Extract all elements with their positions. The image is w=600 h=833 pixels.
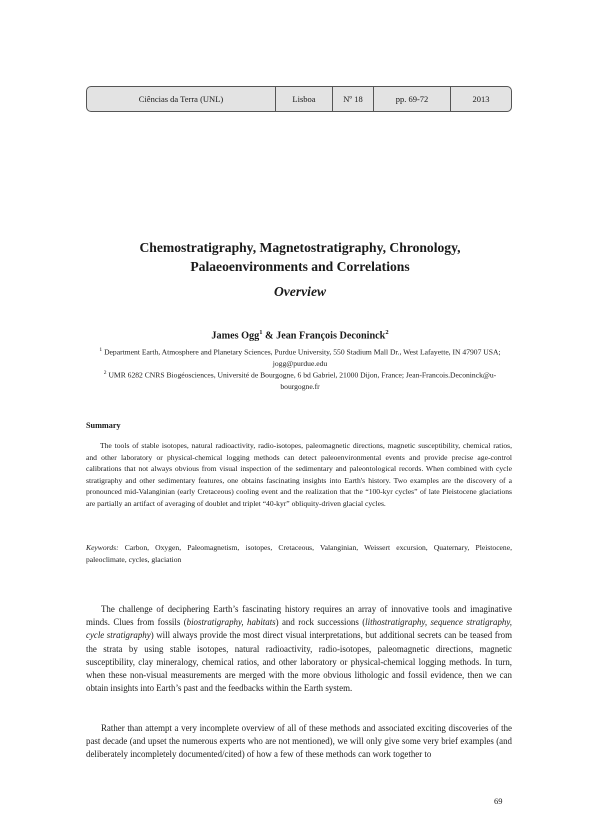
keywords-label: Keywords: (86, 543, 119, 552)
journal-year: 2013 (472, 94, 490, 104)
affiliation-2-mark: 2 (103, 370, 107, 376)
body-p1-text-c: ) will always provide the most direct visual interpretations, but additional secrets can be teased from the strata by using stable isotopes, natural radioactivity, radio-isotopes, paleomagnetic directions, magnetic susceptibility, clay mineralogy, chemical ratios, and other laboratory or physical-chemical logging methods. In turn, when these non-visual measurements are merged with the more obvious lithologic and fossil evidence, then we can obtain insights into Earth’s past and the feedbacks within the Earth system. (86, 630, 513, 694)
body-paragraph-2: Rather than attempt a very incomplete overview of all of these methods and associated exciting discoveries of the past decade (and upset the numerous experts who are not mentioned), we will only give some very brief examples (and deliberately incompletely documented/cited) of how a few of these methods can work together to (86, 723, 512, 760)
journal-pages: pp. 69-72 (374, 87, 451, 111)
paper-title (0, 238, 600, 276)
page-number: 69 (494, 796, 503, 806)
title-line-2: Palaeoenvironments and Correlations (190, 259, 410, 274)
author-1-affiliation-mark: 1 (259, 329, 263, 336)
author-list (0, 329, 600, 341)
journal-city: Lisboa (276, 87, 333, 111)
keywords-text: Carbon, Oxygen, Paleomagnetism, isotopes, Cretaceous, Valanginian, Weissert excursion, Quaternary, Pleistocene, paleoclimate, cycles, glaciation (86, 543, 512, 564)
author-2: Jean François Deconinck (276, 330, 386, 342)
body-p1-italic-2: lithostratigraphy, sequence stratigraphy, cycle stratigraphy (86, 617, 512, 641)
affiliation-1-text: Department Earth, Atmosphere and Planetary Sciences, Purdue University, 550 Stadium Mall Dr., West Lafayette, IN 47907 USA; jogg@purdue.edu (104, 347, 501, 368)
body-paragraph-1 (86, 603, 512, 695)
paper-subtitle: Overview (273, 284, 327, 299)
title-line-1: Chemostratigraphy, Magnetostratigraphy, Chronology, (139, 240, 461, 255)
journal-issue: Nº 18 (333, 87, 374, 111)
body-p1-text-a: The challenge of deciphering Earth’s fascinating history requires an array of innovative tools and imaginative minds. Clues from fossils ( (86, 604, 512, 628)
journal-header-bar (86, 86, 512, 112)
affiliation-2 (92, 368, 508, 392)
journal-name: Ciências da Terra (UNL) (87, 87, 276, 111)
keywords (86, 542, 512, 565)
body-p1-italic-1: biostratigraphy, habitats (186, 617, 276, 628)
affiliation-1-mark: 1 (99, 347, 103, 353)
summary-heading: Summary (86, 421, 121, 430)
affiliation-1 (92, 345, 508, 369)
affiliation-2-text: UMR 6282 CNRS Biogéosciences, Université de Bourgogne, 6 bd Gabriel, 21000 Dijon, France; Jean-Francois.Deconinck@u-bourgogne.fr (108, 370, 497, 391)
author-separator: & (262, 330, 277, 342)
author-1: James Ogg (211, 330, 260, 342)
body-p1-text-b: ) and rock successions ( (275, 617, 366, 628)
author-2-affiliation-mark: 2 (385, 329, 389, 336)
summary-text: The tools of stable isotopes, natural radioactivity, radio-isotopes, paleomagnetic directions, magnetic susceptibility, chemical ratios, and other laboratory or physical-chemical logging methods can detect paleoenvironmental events and provide precise age-control calibrations that not always obvious from visual inspection of the sedimentary and paleontological records. When combined with cycle stratigraphy and other sedimentary features, one obtains fascinating insights into Earth's history. Two examples are the discovery of a pronounced mid-Valanginian (early Cretaceous) cooling event and the realization that the “100-kyr cycles” of late Pleistocene glaciations are partially an artifact of averaging of doublet and triplet “40-kyr” obliquity-driven glacial cycles. (86, 441, 512, 508)
